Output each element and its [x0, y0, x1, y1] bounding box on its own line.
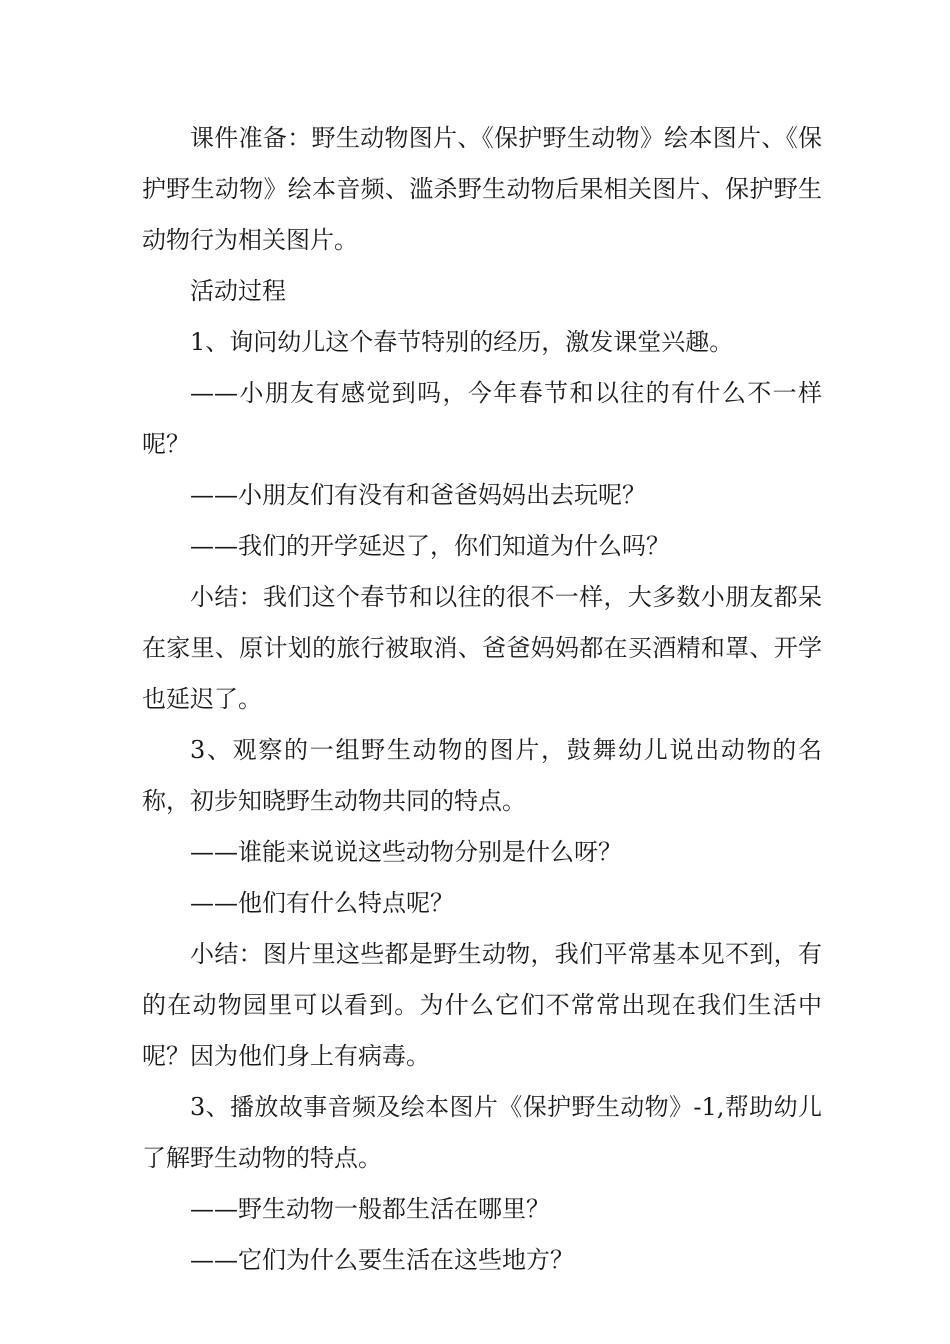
paragraph-question: ——小朋友有感觉到吗，今年春节和以往的有什么不一样呢？ — [142, 379, 822, 458]
paragraph-step-3-observe: 3、观察的一组野生动物的图片，鼓舞幼儿说出动物的名称，初步知晓野生动物共同的特点。 — [142, 736, 822, 815]
paragraph-question: ——它们为什么要生活在这些地方？ — [190, 1246, 574, 1274]
paragraph-question: ——我们的开学延迟了，你们知道为什么吗？ — [190, 532, 670, 560]
paragraph-question: ——野生动物一般都生活在哪里？ — [190, 1195, 550, 1223]
paragraph-step-3-story: 3、播放故事音频及绘本图片《保护野生动物》-1,帮助幼儿了解野生动物的特点。 — [142, 1093, 822, 1172]
paragraph-question: ——小朋友们有没有和爸爸妈妈出去玩呢？ — [190, 481, 646, 509]
paragraph-courseware-prep: 课件准备：野生动物图片、《保护野生动物》绘本图片、《保护野生动物》绘本音频、滥杀野生动物后果相关图片、保护野生动物行为相关图片。 — [142, 124, 822, 254]
paragraph-summary: 小结：我们这个春节和以往的很不一样，大多数小朋友都呆在家里、原计划的旅行被取消、爸爸妈妈都在买酒精和罩、开学也延迟了。 — [142, 583, 822, 713]
paragraph-summary: 小结：图片里这些都是野生动物，我们平常基本见不到，有的在动物园里可以看到。为什么它们不常常出现在我们生活中呢？因为他们身上有病毒。 — [142, 940, 822, 1070]
paragraph-activity-process-heading: 活动过程 — [190, 277, 286, 305]
paragraph-question: ——他们有什么特点呢？ — [190, 889, 454, 917]
paragraph-step-1: 1、询问幼儿这个春节特别的经历，激发课堂兴趣。 — [190, 328, 734, 356]
paragraph-question: ——谁能来说说这些动物分别是什么呀？ — [190, 838, 622, 866]
document-body — [142, 113, 822, 1286]
